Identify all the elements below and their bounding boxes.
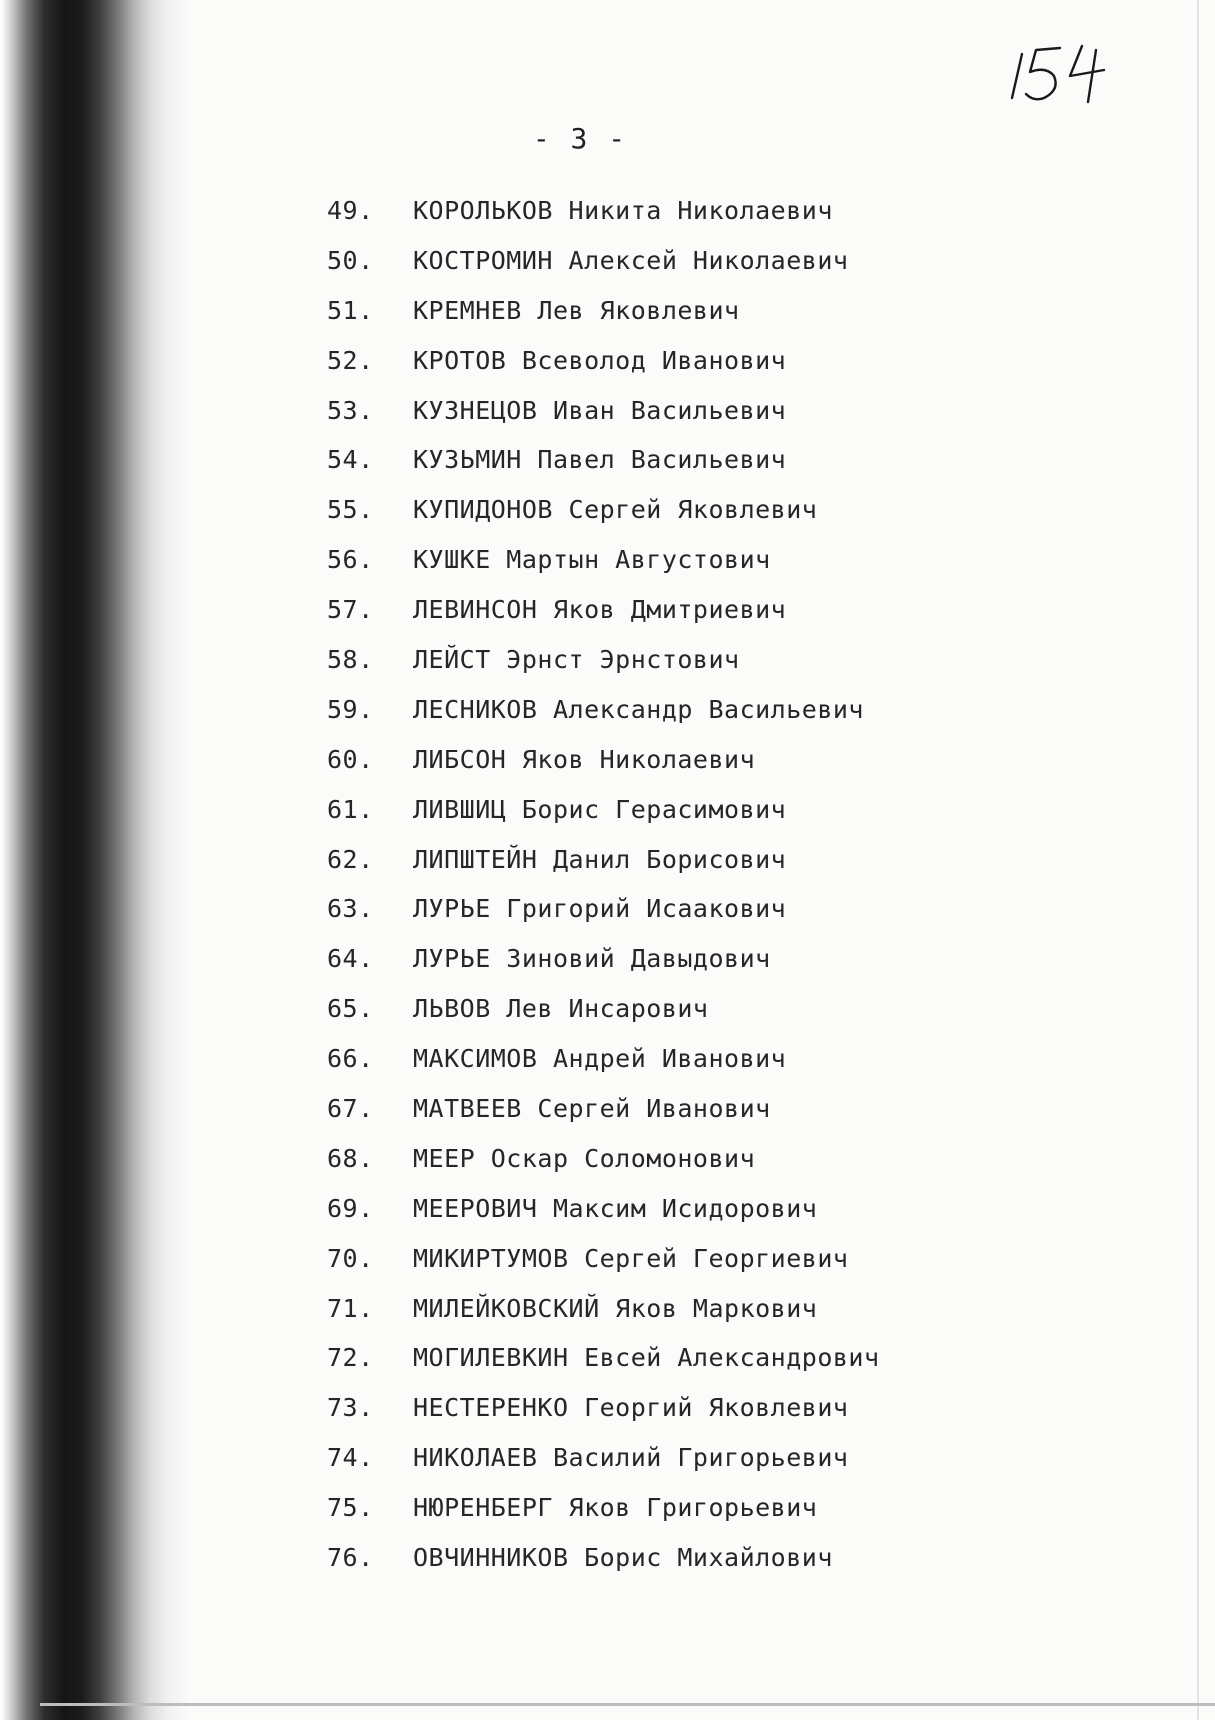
person-name: КУЗЬМИН Павел Васильевич [413,445,787,475]
person-name: НИКОЛАЕВ Василий Григорьевич [413,1443,849,1473]
person-name: ЛИПШТЕЙН Данил Борисович [413,844,787,874]
page-right-edge [1197,0,1199,1720]
person-name: КУЗНЕЦОВ Иван Васильевич [413,395,787,425]
person-name: МИЛЕЙКОВСКИЙ Яков Маркович [413,1293,818,1323]
list-item-number: 66. [327,1044,374,1074]
list-item [327,644,880,694]
list-item [327,993,880,1043]
list-item [327,1093,880,1143]
list-item-number: 70. [327,1243,374,1273]
list-item [327,1342,880,1392]
person-name: ЛИБСОН Яков Николаевич [413,744,756,774]
person-name: ЛУРЬЕ Зиновий Давыдович [413,944,771,974]
list-item [327,295,880,345]
list-item [327,195,880,245]
person-name: НЕСТЕРЕНКО Георгий Яковлевич [413,1393,849,1423]
list-item-number: 67. [327,1094,374,1124]
list-item-number: 73. [327,1393,374,1423]
list-item-number: 58. [327,645,374,675]
person-name: МИКИРТУМОВ Сергей Георгиевич [413,1243,849,1273]
list-item [327,395,880,445]
list-item [327,893,880,943]
list-item-number: 57. [327,595,374,625]
person-name: ОВЧИННИКОВ Борис Михайлович [413,1543,833,1573]
list-item-number: 61. [327,794,374,824]
list-item [327,444,880,494]
person-name: МАТВЕЕВ Сергей Иванович [413,1094,771,1124]
list-item [327,594,880,644]
person-name: ЛЕВИНСОН Яков Дмитриевич [413,595,787,625]
list-item [327,1442,880,1492]
list-item-number: 64. [327,944,374,974]
person-name: КУПИДОНОВ Сергей Яковлевич [413,495,818,525]
list-item [327,345,880,395]
list-item-number: 75. [327,1493,374,1523]
list-item [327,1492,880,1542]
list-item-number: 62. [327,844,374,874]
person-name: КРОТОВ Всеволод Иванович [413,345,787,375]
person-name: ЛЕЙСТ Эрнст Эрнстович [413,645,740,675]
person-name: НЮРЕНБЕРГ Яков Григорьевич [413,1493,818,1523]
person-name: МЕЕР Оскар Соломонович [413,1143,756,1173]
list-item [327,1193,880,1243]
list-item [327,1293,880,1343]
name-list [327,195,880,1592]
person-name: КРЕМНЕВ Лев Яковлевич [413,295,740,325]
person-name: КУШКЕ Мартын Августович [413,545,771,575]
list-item-number: 60. [327,744,374,774]
person-name: МАКСИМОВ Андрей Иванович [413,1044,787,1074]
list-item [327,694,880,744]
list-item [327,844,880,894]
list-item-number: 56. [327,545,374,575]
list-item-number: 59. [327,694,374,724]
person-name: КОСТРОМИН Алексей Николаевич [413,245,849,275]
list-item-number: 69. [327,1193,374,1223]
person-name: ЛИВШИЦ Борис Герасимович [413,794,787,824]
list-item [327,794,880,844]
list-item [327,1143,880,1193]
handwritten-folio-number [1008,40,1108,110]
person-name: ЛЬВОВ Лев Инсарович [413,994,709,1024]
list-item [327,1392,880,1442]
list-item-number: 65. [327,994,374,1024]
person-name: МОГИЛЕВКИН Евсей Александрович [413,1343,880,1373]
list-item-number: 54. [327,445,374,475]
page-bottom-edge [40,1703,1215,1706]
list-item [327,1542,880,1592]
page-number: - 3 - [532,122,628,155]
person-name: ЛУРЬЕ Григорий Исаакович [413,894,787,924]
list-item-number: 53. [327,395,374,425]
list-item-number: 52. [327,345,374,375]
person-name: МЕЕРОВИЧ Максим Исидорович [413,1193,818,1223]
list-item [327,245,880,295]
list-item [327,544,880,594]
list-item [327,1243,880,1293]
list-item-number: 68. [327,1143,374,1173]
list-item [327,744,880,794]
list-item-number: 51. [327,295,374,325]
list-item [327,1043,880,1093]
list-item-number: 74. [327,1443,374,1473]
person-name: КОРОЛЬКОВ Никита Николаевич [413,196,833,225]
list-item [327,494,880,544]
person-name: ЛЕСНИКОВ Александр Васильевич [413,694,864,724]
list-item-number: 55. [327,495,374,525]
scan-edge-shadow [0,0,200,1720]
list-item-number: 72. [327,1343,374,1373]
list-item-number: 63. [327,894,374,924]
list-item-number: 76. [327,1543,374,1573]
list-item-number: 49. [327,196,374,225]
list-item-number: 50. [327,245,374,275]
list-item-number: 71. [327,1293,374,1323]
list-item [327,943,880,993]
